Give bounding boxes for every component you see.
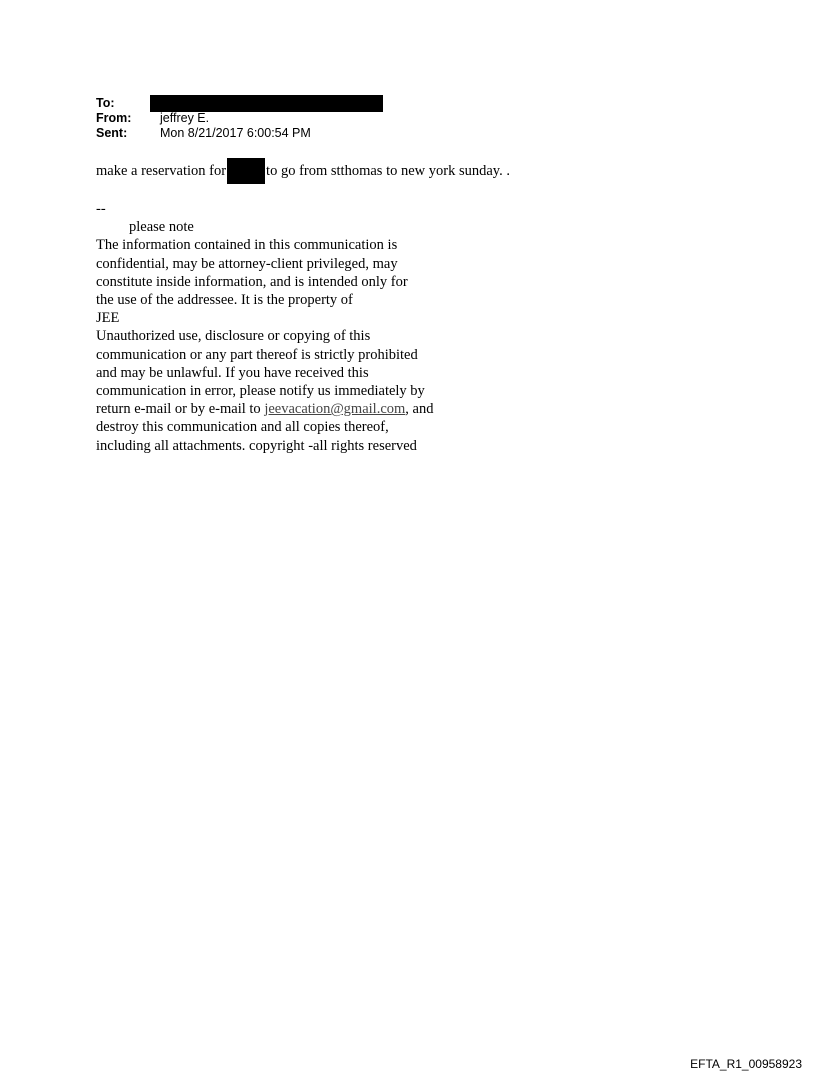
disclaimer-line: Unauthorized use, disclosure or copying of this (96, 328, 371, 345)
sent-value: Mon 8/21/2017 6:00:54 PM (160, 126, 311, 140)
message-text-before: make a reservation for (96, 162, 227, 179)
disclaimer-email-line (96, 400, 696, 418)
disclaimer-line: communication or any part thereof is strictly prohibited (96, 346, 418, 363)
disclaimer-line: constitute inside information, and is intended only for (96, 273, 408, 290)
signature-separator: -- (96, 201, 106, 217)
from-label: From: (96, 111, 132, 125)
disclaimer-line: The information contained in this communication is (96, 237, 398, 254)
disclaimer-line: confidential, may be attorney-client privileged, may (96, 255, 398, 272)
disclaimer-line: and may be unlawful. If you have received this (96, 364, 369, 381)
to-label: To: (96, 96, 115, 110)
disclaimer-line: including all attachments. copyright -all rights reserved (96, 437, 417, 454)
disclaimer-line: the use of the addressee. It is the property of (96, 292, 353, 309)
redacted-recipient (150, 95, 383, 112)
email-suffix: , and (405, 401, 434, 418)
document-id: EFTA_R1_00958923 (690, 1057, 802, 1071)
email-prefix: return e-mail or by e-mail to (96, 401, 265, 418)
to-row (96, 96, 383, 111)
email-header (96, 96, 383, 141)
disclaimer-line: destroy this communication and all copies thereof, (96, 419, 389, 436)
message-text-after: to go from stthomas to new york sunday. . (266, 162, 510, 179)
message-line (96, 158, 696, 184)
sent-label: Sent: (96, 126, 128, 140)
disclaimer-line: communication in error, please notify us immediately by (96, 383, 425, 400)
email-body (96, 158, 696, 455)
from-value: jeffrey E. (160, 111, 210, 125)
email-link[interactable]: jeevacation@gmail.com (264, 401, 406, 418)
redacted-name (227, 158, 265, 184)
signature-note: please note (129, 219, 194, 236)
from-row (96, 111, 383, 126)
sent-row (96, 126, 383, 141)
disclaimer-line: JEE (96, 310, 120, 327)
